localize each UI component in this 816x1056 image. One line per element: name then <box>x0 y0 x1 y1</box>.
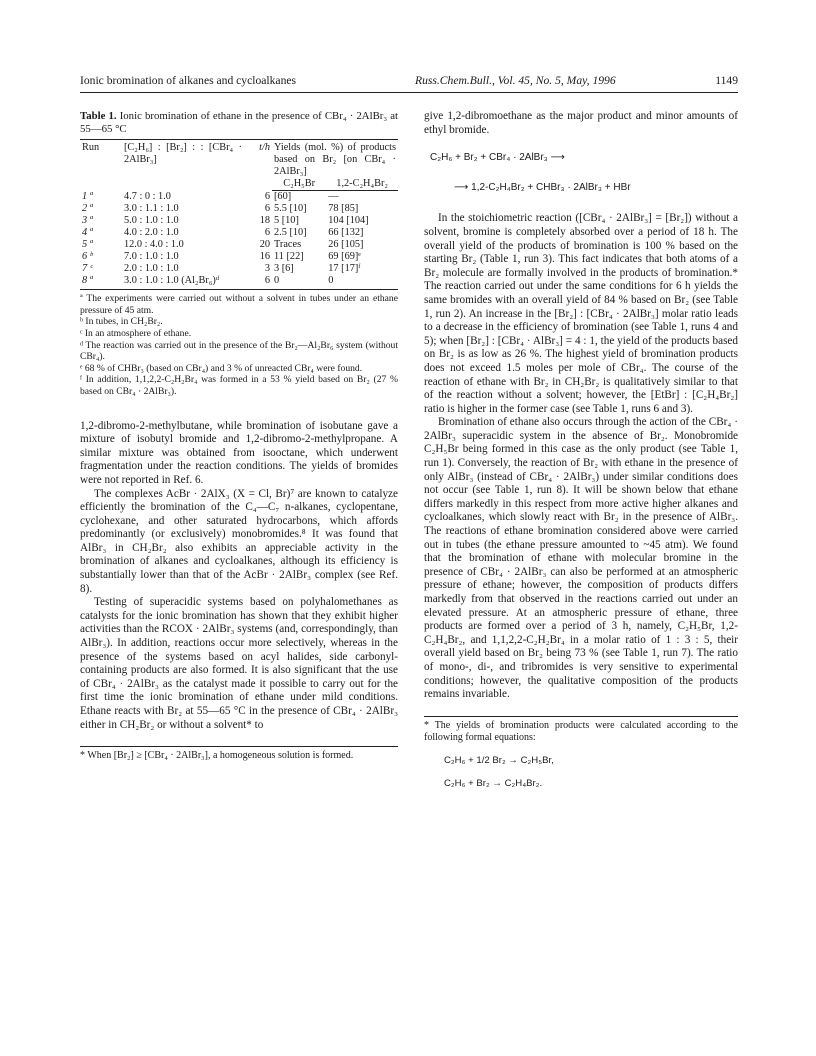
header-title: Ionic bromination of alkanes and cycloalkanes <box>80 74 297 87</box>
body-paragraph: The complexes AcBr · 2AlX₃ (X = Cl, Br)⁷ are known to catalyze efficiently the bromination of the C₄—C₇ n-alkanes, cyclopentane, cyclohexane, and other saturated hydrocarbons, which affords predominantly (or exclusively) monobromides.⁸ It was found that AlBr₃ in CH₂Br₂ also exhibits an appreciable activity in the bromination of alkanes and cycloalkanes, although its efficiency is substantially lower than that of the AcBr · 2AlBr₃ complex (see Ref. 8). <box>80 487 398 595</box>
col-run-header: Run <box>80 140 122 191</box>
cell-yield1: 2.5 [10] <box>274 227 307 239</box>
table-label: Table 1. <box>80 110 117 122</box>
cell-yield1: Traces <box>274 239 302 251</box>
cell-run: 4 ª <box>82 227 93 239</box>
cell-time: 6 <box>244 275 272 290</box>
cell-yield2: 17 [17]ᶠ <box>328 263 361 275</box>
cell-ratio: 12.0 : 4.0 : 1.0 <box>124 239 184 251</box>
cell-yield1: 11 [22] <box>274 251 304 263</box>
table-row <box>80 227 398 239</box>
table-note: ᵈ The reaction was carried out in the presence of the Br₂—Al₂Br₆ system (without CBr₄). <box>80 339 398 363</box>
formal-equations <box>444 754 738 791</box>
cell-run: 8 ª <box>80 275 122 290</box>
cell-yield1: 3 [6] <box>274 263 294 275</box>
col-ratio-header: [C₂H₆] : [Br₂] : : [CBr₄ · 2AlBr₃] <box>122 140 244 191</box>
body-paragraph: give 1,2-dibromoethane as the major product and minor amounts of ethyl bromide. <box>424 110 738 136</box>
col-yields-header: Yields (mol. %) of products based on Br₂ [on CBr₄ · 2AlBr₃] <box>272 140 398 179</box>
cell-yield2: 104 [104] <box>328 215 369 227</box>
footnote-divider <box>80 746 398 747</box>
page-footnote: * The yields of bromination products were calculated according to the following formal equations: <box>424 719 738 743</box>
scheme-line: C₂H₆ + Br₂ + CBr₄ · 2AlBr₃ ⟶ <box>430 152 565 164</box>
cell-yield2: — <box>328 191 339 203</box>
cell-time: 6 <box>264 203 270 215</box>
cell-yield2: 69 [69]ᵉ <box>328 251 361 263</box>
left-column <box>80 110 398 762</box>
reaction-scheme <box>424 151 738 194</box>
table-row <box>80 203 398 215</box>
scheme-line: ⟶ 1,2-C₂H₄Br₂ + CHBr₃ · 2AlBr₃ + HBr <box>454 181 631 193</box>
cell-ratio: 4.0 : 2.0 : 1.0 <box>124 227 179 239</box>
cell-ratio: 4.7 : 0 : 1.0 <box>124 190 171 202</box>
cell-yield2: 0 <box>326 275 398 290</box>
cell-time: 20 <box>259 239 270 251</box>
body-paragraph: Bromination of ethane also occurs through the action of the CBr₄ · 2AlBr₃ superacidic system in the absence of Br₂. Monobromide C₂H₅Br being formed in this case as the only product (see Table 1, run 1). Conversely, the reaction of Br₂ with ethane in the presence of only AlBr₃ (instead of CBr₄ · 2AlBr₃) under similar conditions does not occur (see Table 1, run 8). It will be shown below that ethane differs markedly in this respect from more active higher alkanes and cycloalkanes, which slowly react with Br₂ in the presence of AlBr₃. The reactions of ethane bromination considered above were carried out in tubes (the ethane pressure amounted to ~45 atm). We found that the bromination of ethane with molecular bromine in the presence of CBr₄ · 2AlBr₃ can also be performed at an atmospheric pressure of ethane; however, the composition of products differs markedly from that observed in the reactions carried out under an elevated pressure. At an atmospheric pressure of ethane, three products are formed over a period of 3 h, namely, C₂H₅Br, 1,2-C₂H₄Br₂, and 1,1,2,2-C₂H₂Br₄ in a molar ratio of 1 : 3 : 5, their overall yield based on Br₂ being 73 % (see Table 1, run 7). The ratio of mono-, di-, and tribromides is very sensitive to experimental conditions; however, the qualitative composition of the products remains invariable. <box>424 416 738 701</box>
cell-run: 7 ᶜ <box>82 263 93 275</box>
table-note: ᶠ In addition, 1,1,2,2-C₂H₂Br₄ was formed in a 53 % yield based on Br₂ (27 % based on CBr₄ · 2AlBr₃). <box>80 374 398 397</box>
table-caption <box>80 110 398 135</box>
cell-ratio: 3.0 : 1.0 : 1.0 (Al₂Br₆)ᵈ <box>122 275 244 290</box>
cell-ratio: 2.0 : 1.0 : 1.0 <box>124 263 179 275</box>
table-footnotes <box>80 293 398 397</box>
equation: C₂H₆ + Br₂ → C₂H₄Br₂. <box>444 778 543 790</box>
table-note: ᵇ In tubes, in CH₂Br₂. <box>80 316 163 328</box>
body-paragraph: Testing of superacidic systems based on polyhalomethanes as catalysts for the ionic bromination has shown that they exhibit higher activities than the RCOX · 2AlBr₃ systems (and, correspondingly, than AlBr₃). In addition, reactions occur more selectively, whereas in the presence of the systems based on acyl halides, side carbonyl-containing products are also formed. It is also significant that the use of CBr₄ · 2AlBr₃ as the catalyst made it possible to carry out for the first time the ionic bromination of ethane under mild conditions. Ethane reacts with Br₂ at 55—65 °C in the presence of CBr₄ · 2AlBr₃ either in CH₂Br₂ or without a solvent* to <box>80 596 398 731</box>
cell-run: 5 ª <box>82 239 93 251</box>
cell-yield2: 66 [132] <box>328 227 364 239</box>
table-row <box>80 239 398 251</box>
cell-yield1: 0 <box>272 275 326 290</box>
cell-yield1: 5 [10] <box>274 215 299 227</box>
cell-yield1: 5.5 [10] <box>274 203 307 215</box>
cell-yield2: 78 [85] <box>328 203 359 215</box>
cell-time: 3 <box>264 263 270 275</box>
right-column <box>424 110 738 801</box>
cell-run: 3 ª <box>82 215 93 227</box>
body-paragraph: 1,2-dibromo-2-methylbutane, while bromination of isobutane gave a mixture of isobutyl bromide and 1,2-dibromo-2-methylpropane. A similar mixture was obtained from isooctane, which underwent fragmentation under the reaction conditions. The yields of bromides were not reported in Ref. 6. <box>80 419 398 486</box>
body-paragraph: In the stoichiometric reaction ([CBr₄ · 2AlBr₃] = [Br₂]) without a solvent, bromine is completely absorbed over a period of 18 h. The overall yield of the products of bromination is 100 % based on the starting Br₂ (Table 1, run 3). This fact indicates that both atoms of a Br₂ molecule are formally involved in the products of bromination.* The reaction carried out under the same conditions for 6 h yields the same bromides with an overall yield of 84 % based on Br₂ (see Table 1, run 2). An increase in the [Br₂] : [CBr₄ · 2AlBr₃] molar ratio leads to a decrease in the efficiency of bromination (see Table 1, runs 4 and 5); when [Br₂] : [CBr₄ · AlBr₃] = 4 : 1, the yield of the products based on Br₂ is as low as 26 %. The highest yield of bromination products does not exceed 1.5 moles per mole of CBr₄. The course of the reaction of ethane with Br₂ in CH₂Br₂ is qualitatively similar to that of the reaction without a solvent; however, the [EtBr] : [C₂H₄Br₂] ratio is higher in the former case (see Table 1, runs 6 and 3). <box>424 212 738 415</box>
cell-time: 18 <box>259 215 270 227</box>
cell-time: 6 <box>264 190 270 202</box>
page-number: 1149 <box>715 74 738 87</box>
col-prod1-header: C₂H₅Br <box>272 178 326 191</box>
table-row <box>80 215 398 227</box>
table-row <box>80 251 398 263</box>
cell-time: 6 <box>264 227 270 239</box>
table-row <box>80 263 398 275</box>
cell-ratio: 5.0 : 1.0 : 1.0 <box>124 215 179 227</box>
table-caption-text: Ionic bromination of ethane in the presence of CBr₄ · 2AlBr₃ at 55—65 °C <box>80 110 399 135</box>
running-header <box>80 74 738 93</box>
cell-run: 6 ᵇ <box>82 251 93 263</box>
cell-run: 1 ª <box>82 190 93 202</box>
header-journal: Russ.Chem.Bull., Vol. 45, No. 5, May, 1996 <box>415 74 616 87</box>
table-note: ᶜ In an atmosphere of ethane. <box>80 327 192 339</box>
footnote-divider <box>424 716 738 717</box>
cell-time: 16 <box>259 251 270 263</box>
table-row <box>80 275 398 290</box>
table-row <box>80 191 398 204</box>
cell-ratio: 7.0 : 1.0 : 1.0 <box>124 251 179 263</box>
equation: C₂H₆ + 1/2 Br₂ → C₂H₅Br, <box>444 754 554 766</box>
cell-yield2: 26 [105] <box>328 239 364 251</box>
col-prod2-header: 1,2-C₂H₄Br₂ <box>326 178 398 191</box>
cell-yield1: [60] <box>274 191 292 203</box>
results-table <box>80 139 398 290</box>
page-footnote: * When [Br₂] ≥ [CBr₄ · 2AlBr₃], a homogeneous solution is formed. <box>80 750 354 762</box>
table-header-row <box>80 140 398 179</box>
table-note: ª The experiments were carried out without a solvent in tubes under an ethane pressure of 45 atm. <box>80 293 398 316</box>
col-time-header: t/h <box>244 140 272 191</box>
cell-run: 2 ª <box>82 203 93 215</box>
table-note: ᵉ 68 % of CHBr₃ (based on CBr₄) and 3 % of unreacted CBr₄ were found. <box>80 362 363 374</box>
cell-ratio: 3.0 : 1.1 : 1.0 <box>124 203 179 215</box>
